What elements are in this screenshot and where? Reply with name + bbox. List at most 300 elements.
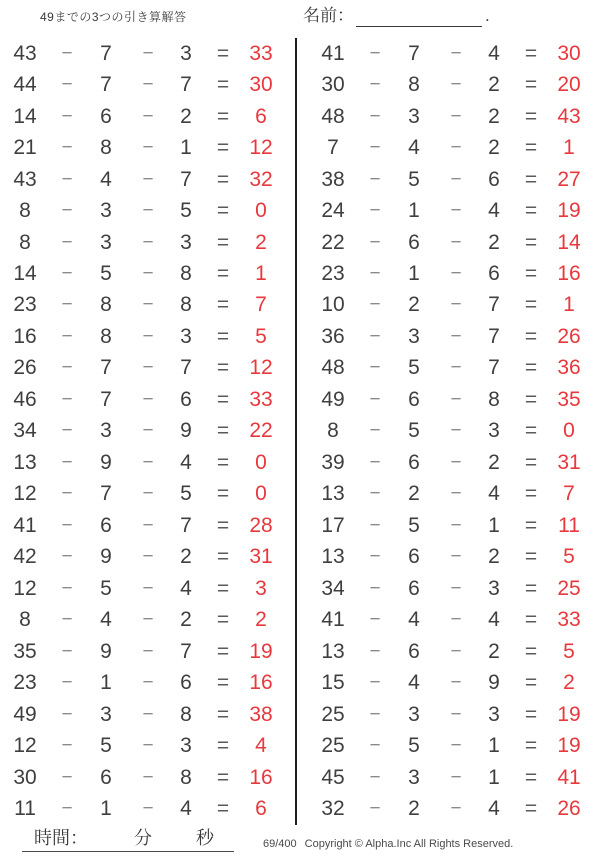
answer: 31: [249, 545, 273, 569]
equals-sign: =: [524, 513, 538, 537]
answer: 6: [255, 796, 267, 820]
minus-sign: −: [61, 640, 73, 662]
subtrahend-1: 8: [100, 293, 112, 317]
minus-sign: −: [369, 231, 381, 253]
subtrahend-2: 2: [488, 73, 500, 97]
subtrahend-2: 2: [488, 230, 500, 254]
minus-sign: −: [142, 483, 154, 505]
answer: 33: [249, 387, 273, 411]
minuend: 32: [321, 796, 345, 820]
minus-sign: −: [61, 357, 73, 379]
minuend: 8: [19, 608, 31, 632]
problem-row: [0, 227, 295, 258]
minus-sign: −: [450, 640, 462, 662]
equals-sign: =: [216, 230, 230, 254]
problem-row: [0, 321, 295, 352]
subtrahend-2: 3: [180, 734, 192, 758]
answer: 5: [563, 639, 575, 663]
subtrahend-2: 3: [488, 576, 500, 600]
minus-sign: −: [369, 74, 381, 96]
problem-row: [0, 195, 295, 226]
subtrahend-2: 3: [180, 230, 192, 254]
subtrahend-1: 6: [100, 513, 112, 537]
subtrahend-1: 3: [408, 324, 420, 348]
minus-sign: −: [369, 388, 381, 410]
minus-sign: −: [61, 105, 73, 127]
minuend: 16: [13, 324, 37, 348]
minus-sign: −: [369, 483, 381, 505]
problem-row: [0, 101, 295, 132]
problem-row: [308, 69, 594, 100]
minus-sign: −: [61, 388, 73, 410]
minus-sign: −: [61, 420, 73, 442]
problem-row: [308, 353, 594, 384]
minus-sign: −: [61, 42, 73, 64]
equals-sign: =: [216, 199, 230, 223]
problem-row: [0, 38, 295, 69]
answer: 26: [557, 324, 581, 348]
equals-sign: =: [524, 482, 538, 506]
equals-sign: =: [216, 104, 230, 128]
problem-row: [308, 604, 594, 635]
minus-sign: −: [61, 703, 73, 725]
subtrahend-2: 7: [488, 293, 500, 317]
minuend: 15: [321, 671, 345, 695]
subtrahend-1: 4: [100, 608, 112, 632]
equals-sign: =: [216, 671, 230, 695]
equals-sign: =: [216, 482, 230, 506]
minuend: 49: [321, 387, 345, 411]
subtrahend-2: 7: [488, 324, 500, 348]
equals-sign: =: [524, 419, 538, 443]
equals-sign: =: [524, 230, 538, 254]
answer: 0: [563, 419, 575, 443]
minus-sign: −: [450, 42, 462, 64]
answer: 1: [563, 293, 575, 317]
problem-row: [0, 353, 295, 384]
answer: 27: [557, 167, 581, 191]
minuend: 43: [13, 41, 37, 65]
subtrahend-1: 5: [100, 734, 112, 758]
minus-sign: −: [61, 137, 73, 159]
subtrahend-2: 1: [180, 136, 192, 160]
subtrahend-1: 3: [100, 702, 112, 726]
minus-sign: −: [61, 451, 73, 473]
subtrahend-2: 8: [180, 702, 192, 726]
minuend: 30: [13, 765, 37, 789]
minus-sign: −: [450, 325, 462, 347]
minus-sign: −: [142, 514, 154, 536]
problem-row: [308, 510, 594, 541]
equals-sign: =: [524, 576, 538, 600]
minus-sign: −: [142, 42, 154, 64]
minus-sign: −: [450, 231, 462, 253]
problem-row: [308, 762, 594, 793]
equals-sign: =: [216, 136, 230, 160]
subtrahend-2: 4: [488, 41, 500, 65]
minuend: 13: [321, 639, 345, 663]
minus-sign: −: [369, 200, 381, 222]
answer: 2: [255, 608, 267, 632]
problem-row: [0, 699, 295, 730]
answer: 41: [557, 765, 581, 789]
answer: 22: [249, 419, 273, 443]
minus-sign: −: [450, 703, 462, 725]
minuend: 25: [321, 702, 345, 726]
equals-sign: =: [216, 796, 230, 820]
subtrahend-1: 7: [100, 356, 112, 380]
answer: 16: [249, 671, 273, 695]
answer: 1: [255, 262, 267, 286]
subtrahend-2: 2: [180, 545, 192, 569]
footer-copyright: [263, 838, 513, 850]
answer: 7: [563, 482, 575, 506]
subtrahend-1: 6: [408, 450, 420, 474]
minus-sign: −: [450, 74, 462, 96]
minus-sign: −: [369, 325, 381, 347]
subtrahend-2: 7: [180, 167, 192, 191]
minus-sign: −: [450, 388, 462, 410]
minus-sign: −: [142, 263, 154, 285]
subtrahend-1: 6: [408, 387, 420, 411]
subtrahend-2: 6: [180, 387, 192, 411]
minus-sign: −: [61, 168, 73, 190]
subtrahend-1: 6: [408, 545, 420, 569]
minus-sign: −: [61, 263, 73, 285]
subtrahend-2: 4: [488, 796, 500, 820]
subtrahend-2: 7: [180, 639, 192, 663]
answer: 25: [557, 576, 581, 600]
minus-sign: −: [142, 200, 154, 222]
minuend: 23: [13, 671, 37, 695]
answer: 32: [249, 167, 273, 191]
problem-row: [0, 636, 295, 667]
answer: 3: [255, 576, 267, 600]
minuend: 10: [321, 293, 345, 317]
subtrahend-1: 1: [408, 199, 420, 223]
minus-sign: −: [369, 672, 381, 694]
minus-sign: −: [61, 609, 73, 631]
minuend: 46: [13, 387, 37, 411]
problem-row: [0, 384, 295, 415]
minus-sign: −: [369, 609, 381, 631]
minus-sign: −: [61, 325, 73, 347]
minus-sign: −: [450, 420, 462, 442]
minus-sign: −: [450, 294, 462, 316]
answer: 12: [249, 356, 273, 380]
copyright-text: Copyright © Alpha.Inc All Rights Reserved.: [304, 838, 514, 850]
minus-sign: −: [369, 514, 381, 536]
problem-row: [308, 258, 594, 289]
subtrahend-1: 7: [100, 73, 112, 97]
minuend: 26: [13, 356, 37, 380]
subtrahend-1: 7: [408, 41, 420, 65]
minus-sign: −: [142, 672, 154, 694]
minus-sign: −: [61, 231, 73, 253]
minus-sign: −: [450, 105, 462, 127]
problem-row: [0, 730, 295, 761]
equals-sign: =: [216, 639, 230, 663]
equals-sign: =: [524, 41, 538, 65]
subtrahend-1: 3: [100, 419, 112, 443]
minus-sign: −: [142, 357, 154, 379]
subtrahend-1: 3: [100, 199, 112, 223]
subtrahend-1: 5: [100, 262, 112, 286]
answer: 2: [563, 671, 575, 695]
minus-sign: −: [450, 735, 462, 757]
minuend: 14: [13, 104, 37, 128]
answer: 28: [249, 513, 273, 537]
minus-sign: −: [142, 325, 154, 347]
subtrahend-1: 4: [408, 608, 420, 632]
answer: 19: [557, 734, 581, 758]
subtrahend-2: 3: [488, 419, 500, 443]
minuend: 42: [13, 545, 37, 569]
minus-sign: −: [142, 168, 154, 190]
problem-row: [0, 447, 295, 478]
problem-row: [0, 604, 295, 635]
problem-row: [308, 164, 594, 195]
problem-row: [0, 793, 295, 824]
minuend: 21: [13, 136, 37, 160]
problem-row: [0, 479, 295, 510]
minus-sign: −: [450, 200, 462, 222]
problem-row: [0, 542, 295, 573]
problem-row: [0, 164, 295, 195]
subtrahend-2: 8: [180, 262, 192, 286]
subtrahend-1: 5: [408, 734, 420, 758]
minuend: 11: [14, 796, 36, 820]
minus-sign: −: [450, 766, 462, 788]
equals-sign: =: [524, 545, 538, 569]
minus-sign: −: [450, 137, 462, 159]
subtrahend-2: 7: [180, 513, 192, 537]
problem-row: [308, 667, 594, 698]
subtrahend-2: 8: [180, 765, 192, 789]
minus-sign: −: [142, 137, 154, 159]
minus-sign: −: [369, 577, 381, 599]
minus-sign: −: [142, 74, 154, 96]
minus-sign: −: [450, 514, 462, 536]
subtrahend-2: 5: [180, 482, 192, 506]
equals-sign: =: [524, 104, 538, 128]
problem-row: [308, 227, 594, 258]
subtrahend-2: 4: [180, 796, 192, 820]
equals-sign: =: [216, 513, 230, 537]
minus-sign: −: [61, 294, 73, 316]
subtrahend-1: 7: [100, 387, 112, 411]
problems-column-left: [0, 38, 297, 825]
subtrahend-1: 6: [408, 230, 420, 254]
answer: 33: [557, 608, 581, 632]
minus-sign: −: [450, 577, 462, 599]
equals-sign: =: [524, 765, 538, 789]
subtrahend-2: 3: [180, 324, 192, 348]
answer: 36: [557, 356, 581, 380]
subtrahend-1: 4: [100, 167, 112, 191]
subtrahend-1: 3: [100, 230, 112, 254]
subtrahend-1: 3: [408, 702, 420, 726]
equals-sign: =: [216, 734, 230, 758]
answer: 33: [249, 41, 273, 65]
answer: 16: [557, 262, 581, 286]
minuend: 12: [13, 734, 37, 758]
minus-sign: −: [61, 200, 73, 222]
equals-sign: =: [524, 293, 538, 317]
minus-sign: −: [61, 797, 73, 819]
minuend: 34: [321, 576, 345, 600]
subtrahend-2: 2: [488, 136, 500, 160]
subtrahend-2: 4: [488, 482, 500, 506]
equals-sign: =: [216, 387, 230, 411]
time-field: [22, 824, 234, 852]
answer: 38: [249, 702, 273, 726]
minus-sign: −: [450, 263, 462, 285]
subtrahend-1: 2: [408, 796, 420, 820]
minus-sign: −: [142, 451, 154, 473]
problem-row: [308, 479, 594, 510]
subtrahend-2: 1: [488, 513, 500, 537]
answer: 0: [255, 199, 267, 223]
minus-sign: −: [450, 546, 462, 568]
minuend: 35: [13, 639, 37, 663]
subtrahend-2: 2: [180, 608, 192, 632]
problem-row: [0, 667, 295, 698]
problem-row: [0, 510, 295, 541]
answer: 4: [255, 734, 267, 758]
minus-sign: −: [142, 703, 154, 725]
equals-sign: =: [524, 702, 538, 726]
answer: 0: [255, 450, 267, 474]
subtrahend-1: 9: [100, 450, 112, 474]
subtrahend-1: 6: [408, 639, 420, 663]
problem-row: [0, 69, 295, 100]
equals-sign: =: [216, 419, 230, 443]
answer: 35: [557, 387, 581, 411]
minus-sign: −: [142, 388, 154, 410]
name-line-period: .: [485, 6, 490, 25]
minus-sign: −: [369, 420, 381, 442]
subtrahend-2: 2: [180, 104, 192, 128]
answer: 20: [557, 73, 581, 97]
answer: 11: [558, 513, 580, 537]
minus-sign: −: [142, 420, 154, 442]
equals-sign: =: [216, 608, 230, 632]
minus-sign: −: [61, 483, 73, 505]
minus-sign: −: [369, 357, 381, 379]
subtrahend-2: 7: [488, 356, 500, 380]
problem-row: [308, 793, 594, 824]
subtrahend-1: 1: [100, 796, 112, 820]
minus-sign: −: [142, 231, 154, 253]
minus-sign: −: [369, 703, 381, 725]
answer: 12: [249, 136, 273, 160]
minuend: 44: [13, 73, 37, 97]
minus-sign: −: [369, 263, 381, 285]
equals-sign: =: [216, 576, 230, 600]
subtrahend-1: 7: [100, 482, 112, 506]
equals-sign: =: [524, 324, 538, 348]
minus-sign: −: [142, 766, 154, 788]
minuend: 12: [13, 482, 37, 506]
subtrahend-2: 3: [488, 702, 500, 726]
problems-area: [0, 38, 600, 825]
minus-sign: −: [369, 546, 381, 568]
problem-row: [0, 290, 295, 321]
minuend: 22: [321, 230, 345, 254]
answer: 31: [557, 450, 581, 474]
minus-sign: −: [450, 609, 462, 631]
equals-sign: =: [216, 356, 230, 380]
minutes-label: 分: [134, 828, 152, 848]
problem-row: [308, 101, 594, 132]
answer: 30: [557, 41, 581, 65]
equals-sign: =: [216, 167, 230, 191]
name-label: 名前：: [303, 6, 354, 25]
minuend: 39: [321, 450, 345, 474]
problem-row: [308, 573, 594, 604]
minus-sign: −: [61, 546, 73, 568]
subtrahend-2: 7: [180, 356, 192, 380]
name-blank-line: [356, 5, 482, 27]
subtrahend-1: 1: [408, 262, 420, 286]
equals-sign: =: [524, 199, 538, 223]
subtrahend-1: 8: [408, 73, 420, 97]
answer: 14: [557, 230, 581, 254]
subtrahend-2: 8: [488, 387, 500, 411]
subtrahend-2: 3: [180, 41, 192, 65]
problem-row: [0, 258, 295, 289]
subtrahend-1: 5: [100, 576, 112, 600]
answer: 19: [557, 199, 581, 223]
minus-sign: −: [142, 797, 154, 819]
subtrahend-2: 2: [488, 639, 500, 663]
minuend: 14: [13, 262, 37, 286]
equals-sign: =: [216, 702, 230, 726]
minus-sign: −: [142, 735, 154, 757]
minuend: 49: [13, 702, 37, 726]
equals-sign: =: [216, 324, 230, 348]
minus-sign: −: [369, 735, 381, 757]
subtrahend-2: 6: [488, 167, 500, 191]
subtrahend-1: 8: [100, 324, 112, 348]
minuend: 13: [13, 450, 37, 474]
equals-sign: =: [216, 262, 230, 286]
minuend: 25: [321, 734, 345, 758]
subtrahend-1: 6: [100, 104, 112, 128]
equals-sign: =: [524, 734, 538, 758]
subtrahend-1: 5: [408, 356, 420, 380]
subtrahend-2: 2: [488, 545, 500, 569]
problem-row: [308, 636, 594, 667]
minuend: 24: [321, 199, 345, 223]
minus-sign: −: [142, 640, 154, 662]
minuend: 23: [321, 262, 345, 286]
equals-sign: =: [524, 639, 538, 663]
equals-sign: =: [524, 450, 538, 474]
subtrahend-1: 5: [408, 419, 420, 443]
minuend: 36: [321, 324, 345, 348]
minus-sign: −: [450, 451, 462, 473]
page-number: 69/400: [263, 838, 297, 850]
minuend: 17: [321, 513, 345, 537]
minus-sign: −: [142, 105, 154, 127]
minus-sign: −: [369, 640, 381, 662]
problem-row: [308, 321, 594, 352]
subtrahend-1: 4: [408, 671, 420, 695]
subtrahend-2: 4: [180, 450, 192, 474]
minuend: 8: [327, 419, 339, 443]
